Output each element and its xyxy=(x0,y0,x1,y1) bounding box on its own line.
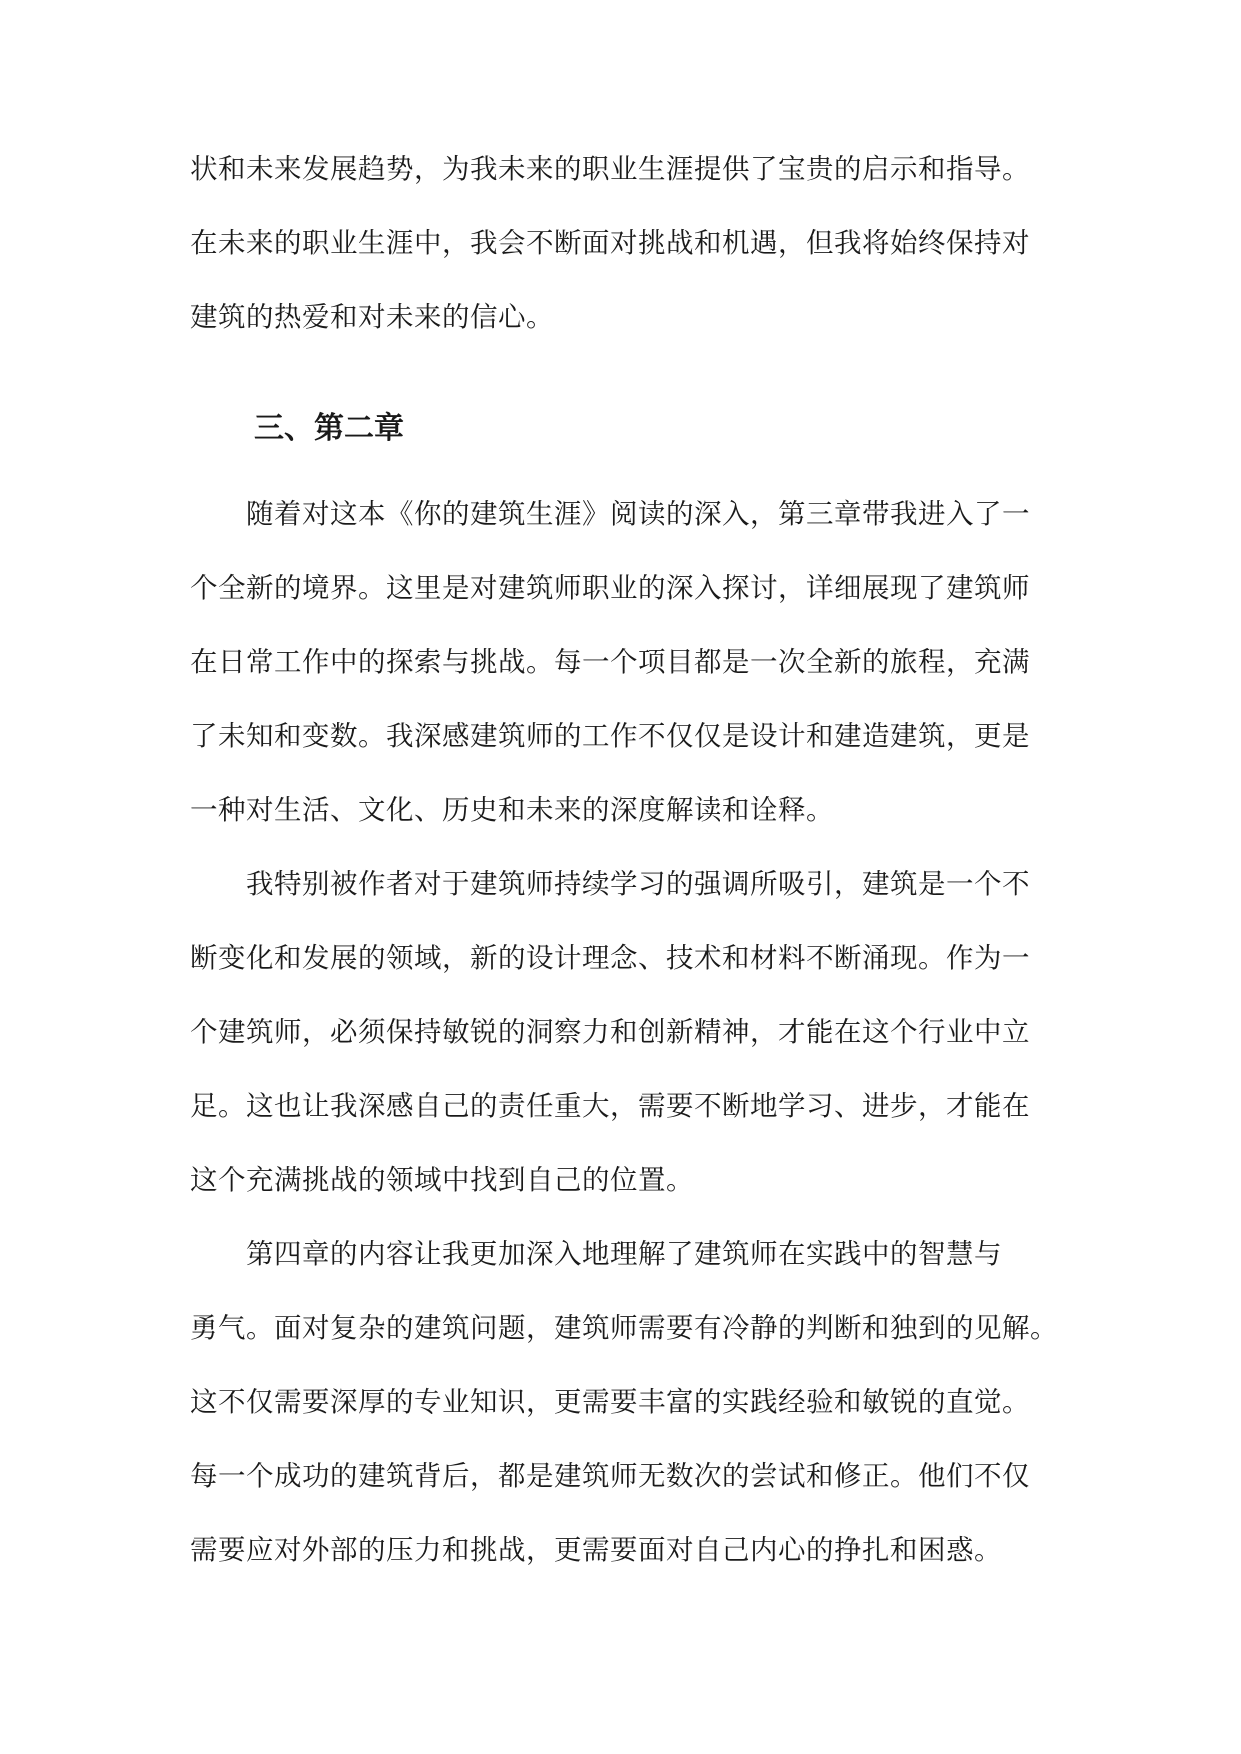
paragraph-line: 了未知和变数。我深感建筑师的工作不仅仅是设计和建造建筑，更是 xyxy=(190,720,1030,752)
paragraph-line: 随着对这本《你的建筑生涯》阅读的深入，第三章带我进入了一 xyxy=(246,498,1030,530)
paragraph-line: 足。这也让我深感自己的责任重大，需要不断地学习、进步，才能在 xyxy=(190,1090,1030,1122)
paragraph-line: 勇气。面对复杂的建筑问题，建筑师需要有冷静的判断和独到的见解。 xyxy=(190,1312,1058,1344)
section-heading: 三、第二章 xyxy=(254,411,404,446)
paragraph-line: 这个充满挑战的领域中找到自己的位置。 xyxy=(190,1164,694,1196)
paragraph-line: 断变化和发展的领域，新的设计理念、技术和材料不断涌现。作为一 xyxy=(190,942,1030,974)
paragraph-line: 个建筑师，必须保持敏锐的洞察力和创新精神，才能在这个行业中立 xyxy=(190,1016,1030,1048)
paragraph-line: 需要应对外部的压力和挑战，更需要面对自己内心的挣扎和困惑。 xyxy=(190,1534,1002,1566)
paragraph-line: 一种对生活、文化、历史和未来的深度解读和诠释。 xyxy=(190,794,834,826)
paragraph-line: 建筑的热爱和对未来的信心。 xyxy=(190,301,554,333)
paragraph-line: 每一个成功的建筑背后，都是建筑师无数次的尝试和修正。他们不仅 xyxy=(190,1460,1030,1492)
paragraph-line: 我特别被作者对于建筑师持续学习的强调所吸引，建筑是一个不 xyxy=(246,868,1030,900)
paragraph-line: 状和未来发展趋势，为我未来的职业生涯提供了宝贵的启示和指导。 xyxy=(190,153,1030,185)
paragraph-line: 在未来的职业生涯中，我会不断面对挑战和机遇，但我将始终保持对 xyxy=(190,227,1030,259)
paragraph-line: 个全新的境界。这里是对建筑师职业的深入探讨，详细展现了建筑师 xyxy=(190,572,1030,604)
paragraph-line: 在日常工作中的探索与挑战。每一个项目都是一次全新的旅程，充满 xyxy=(190,646,1030,678)
paragraph-line: 第四章的内容让我更加深入地理解了建筑师在实践中的智慧与 xyxy=(246,1238,1002,1270)
paragraph-line: 这不仅需要深厚的专业知识，更需要丰富的实践经验和敏锐的直觉。 xyxy=(190,1386,1030,1418)
